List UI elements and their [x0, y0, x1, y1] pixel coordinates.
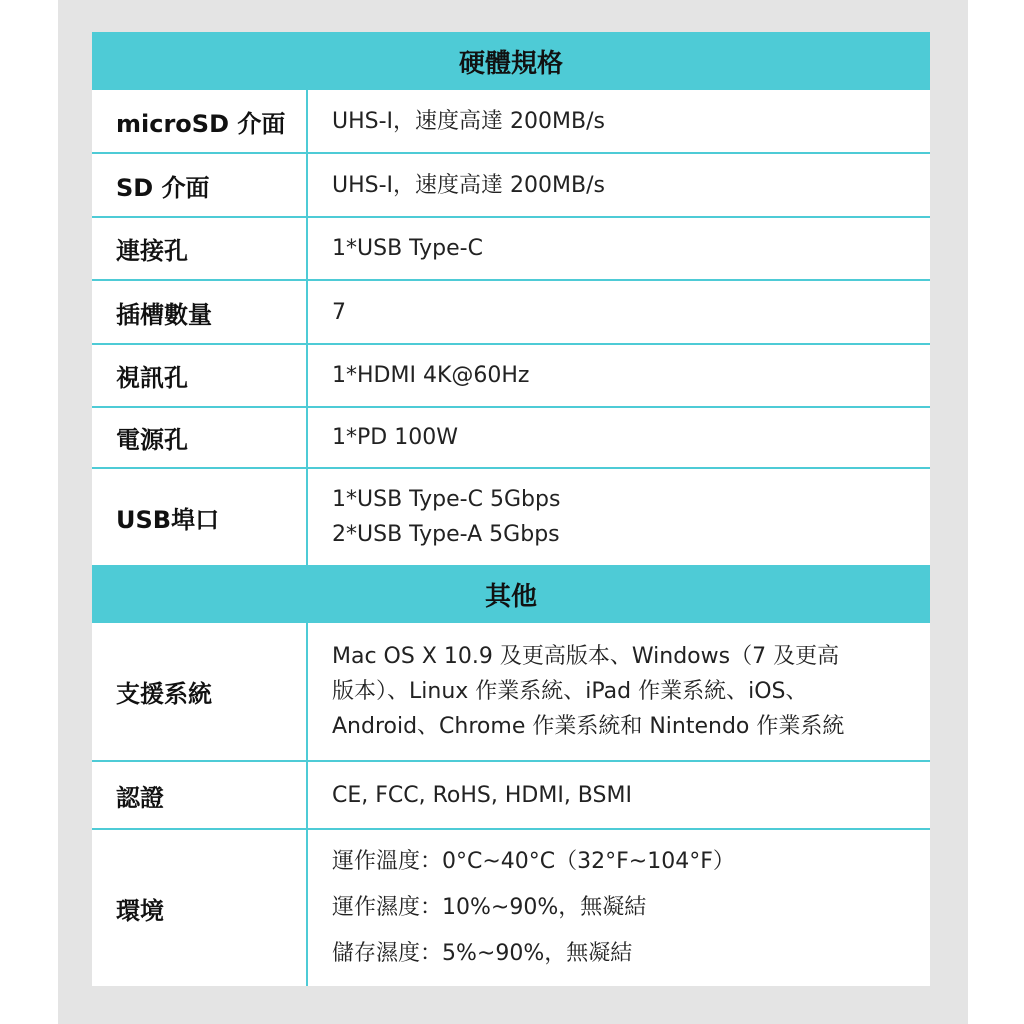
spec-row-usb-ports: [92, 467, 930, 565]
row-value: [308, 762, 930, 828]
spec-row-video: [92, 343, 930, 406]
row-label: microSD 介面: [92, 90, 308, 152]
value-line: 1*USB Type-C 5Gbps: [332, 487, 561, 512]
value-line: CE, FCC, RoHS, HDMI, BSMI: [332, 782, 632, 808]
row-label: 插槽數量: [92, 281, 308, 343]
spec-row-environment: [92, 828, 930, 986]
section-header-hardware: 硬體規格: [92, 32, 930, 90]
row-value: [308, 345, 930, 406]
row-label: 視訊孔: [92, 345, 308, 406]
row-label: 認證: [92, 762, 308, 828]
row-label: 連接孔: [92, 218, 308, 279]
spec-row-os-support: [92, 623, 930, 760]
value-line: 2*USB Type-A 5Gbps: [332, 522, 560, 547]
value-line: UHS-I，速度高達 200MB/s: [332, 172, 605, 198]
row-label: 環境: [92, 830, 308, 986]
value-line: 1*HDMI 4K@60Hz: [332, 363, 530, 388]
row-label: SD 介面: [92, 154, 308, 216]
value-line: 7: [332, 299, 346, 325]
row-value: [308, 154, 930, 216]
spec-row-sd: [92, 152, 930, 216]
value-line: Mac OS X 10.9 及更高版本、Windows（7 及更高: [332, 644, 840, 669]
value-line: 1*PD 100W: [332, 425, 458, 450]
value-line: Android、Chrome 作業系統和 Nintendo 作業系統: [332, 714, 845, 739]
value-line: UHS-I，速度高達 200MB/s: [332, 108, 605, 134]
value-line: 儲存濕度：5%~90%，無凝結: [332, 941, 633, 966]
section-header-other: 其他: [92, 565, 930, 623]
row-value: [308, 90, 930, 152]
spec-row-power: [92, 406, 930, 467]
row-label: 支援系統: [92, 623, 308, 760]
row-label: USB埠口: [92, 469, 308, 565]
spec-row-certification: [92, 760, 930, 828]
value-line: 運作溫度：0°C~40°C（32°F~104°F）: [332, 849, 735, 874]
row-value: [308, 469, 930, 565]
value-line: 運作濕度：10%~90%，無凝結: [332, 895, 647, 920]
spec-row-connector: [92, 216, 930, 279]
spec-row-microsd: [92, 90, 930, 152]
spec-row-slots: [92, 279, 930, 343]
row-value: [308, 408, 930, 467]
value-line: 版本）、Linux 作業系統、iPad 作業系統、iOS、: [332, 679, 808, 704]
row-value: [308, 830, 930, 986]
row-label: 電源孔: [92, 408, 308, 467]
row-value: [308, 218, 930, 279]
value-line: 1*USB Type-C: [332, 236, 483, 261]
row-value: [308, 281, 930, 343]
row-value: [308, 623, 930, 760]
spec-table: [92, 32, 930, 986]
